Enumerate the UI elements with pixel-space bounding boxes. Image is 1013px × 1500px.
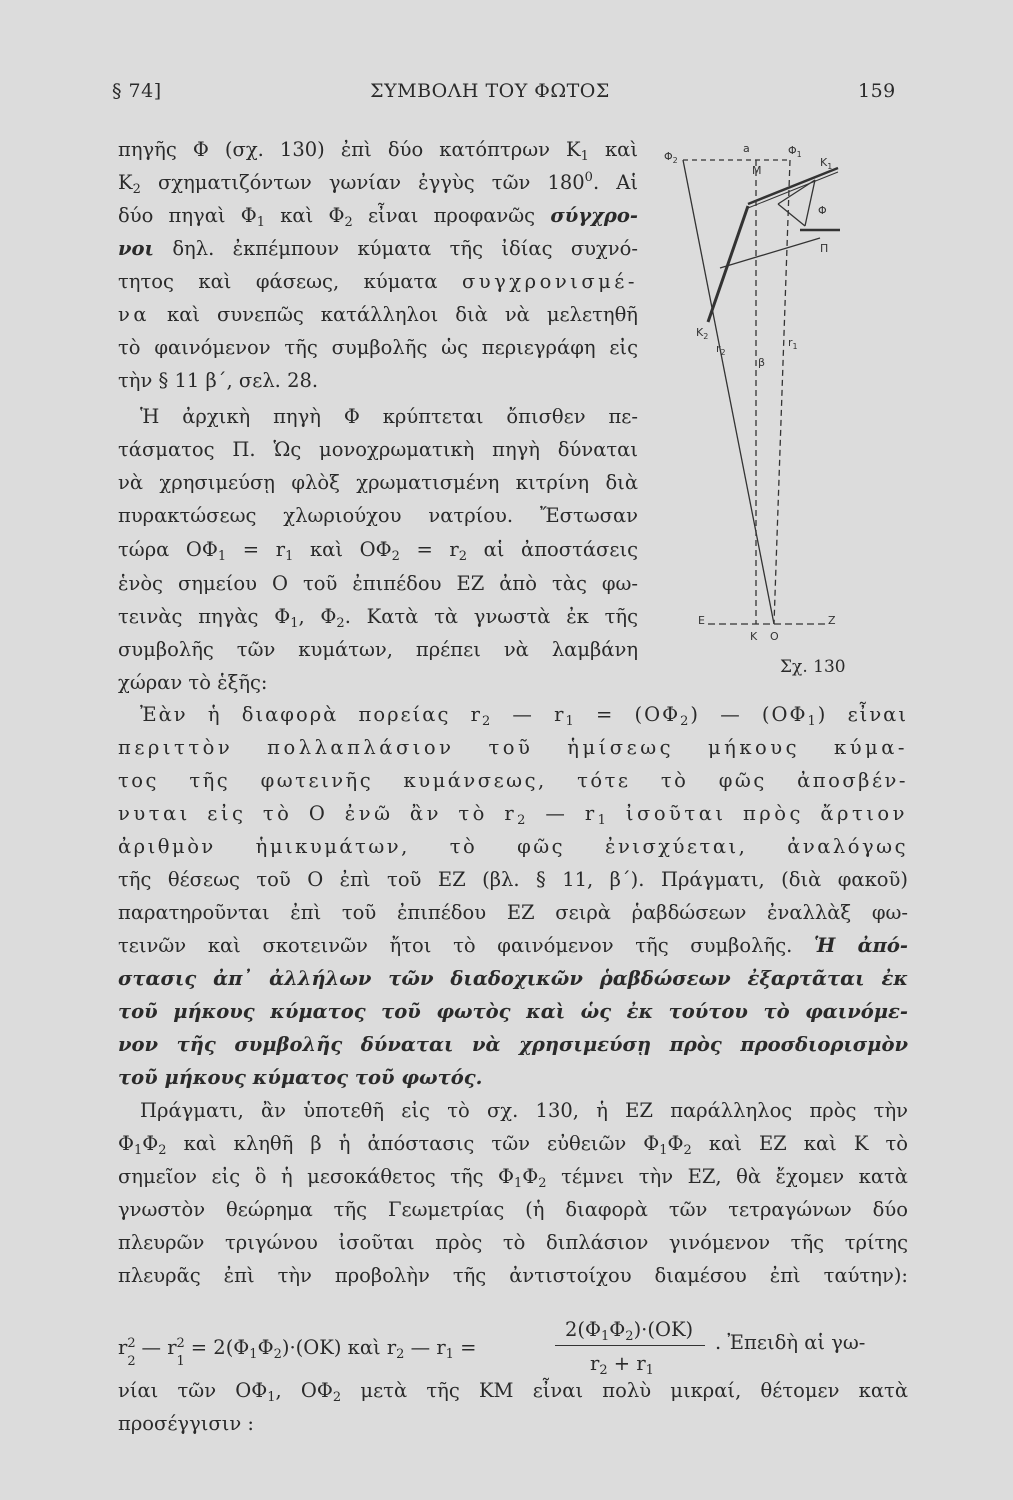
figure-caption: Σχ. 130 xyxy=(780,657,846,677)
text-line: νυται εἰς τὸ Ο ἐνῶ ἂν τὸ $r_2$ — $r_1$ ἰσοῦται πρὸς ἄρτιον xyxy=(118,802,908,828)
text-line: τὴν § 11 β΄, σελ. 28. xyxy=(118,369,319,392)
label-k: K xyxy=(750,630,758,643)
text-line: να καὶ συνεπῶς κατάλληλοι διὰ νὰ μελετηθῆ xyxy=(118,303,638,326)
equation-right: . Ἐπειδὴ αἱ γω- xyxy=(715,1331,866,1354)
text-line: χώραν τὸ ἑξῆς: xyxy=(118,671,268,694)
section-number: § 74] xyxy=(112,80,162,102)
equation-left: r 2 2 — r 2 1 = $2(\Phi_1\Phi_2)\cdot(OK)$ καὶ $r_2$ — $r_1$ = xyxy=(118,1336,477,1369)
label-r1: $r_1$ xyxy=(788,336,798,351)
label-z: Z xyxy=(828,614,836,627)
text-line: νοι δηλ. ἐκπέμπουν κύματα τῆς ἰδίας συχνό- xyxy=(118,237,638,260)
text-line: σημεῖον εἰς ὃ ἡ μεσοκάθετος τῆς $\Phi_1\Phi_2$ τέμνει τὴν ΕΖ, θὰ ἔχομεν κατὰ xyxy=(118,1165,908,1191)
text-line: νὰ χρησιμεύσῃ φλὸξ χρωματισμένη κιτρίνη διὰ xyxy=(118,471,638,494)
label-k1: $K_1$ xyxy=(820,156,833,171)
text-line: τος τῆς φωτεινῆς κυμάνσεως, τότε τὸ φῶς ἀποσβέν- xyxy=(118,769,908,792)
running-title: ΣΥΜΒΟΛΗ ΤΟΥ ΦΩΤΟΣ xyxy=(370,80,610,102)
text-line: ἑνὸς σημείου Ο τοῦ ἐπιπέδου ΕΖ ἀπὸ τὰς φω- xyxy=(118,572,638,595)
text-line: πλευρᾶς ἐπὶ τὴν προβολὴν τῆς ἀντιστοίχου διαμέσου ἐπὶ ταύτην): xyxy=(118,1264,908,1287)
text-line: τώρα $O\Phi_1 = r_1$ καὶ $O\Phi_2 = r_2$ αἱ ἀποστάσεις xyxy=(118,538,639,564)
text-line: τεινῶν καὶ σκοτεινῶν ἤτοι τὸ φαινόμενον τῆς συμβολῆς. Ἡ ἀπό- xyxy=(118,934,908,957)
text-line: τῆς θέσεως τοῦ Ο ἐπὶ τοῦ ΕΖ (βλ. § 11, β΄). Πράγματι, (διὰ φακοῦ) xyxy=(118,868,908,891)
text-line: δύο πηγαὶ $\Phi_1$ καὶ $\Phi_2$ εἶναι προφανῶς σύγχρο- xyxy=(118,204,639,230)
label-phi1: $\Phi_1$ xyxy=(788,144,802,159)
text-line: νον τῆς συμβολῆς δύναται νὰ χρησιμεύσῃ πρὸς προσδιορισμὸν xyxy=(118,1033,908,1056)
label-a: a xyxy=(743,142,750,155)
ray-phi-link xyxy=(805,180,815,226)
text-line: πηγῆς Φ (σχ. 130) ἐπὶ δύο κατόπτρων $K_1$ καὶ xyxy=(118,138,638,164)
figure-130-diagram xyxy=(660,138,840,668)
text-line: τοῦ μήκους κύματος τοῦ φωτός. xyxy=(118,1066,483,1089)
label-phi2: $\Phi_2$ xyxy=(664,150,678,165)
text-line: τάσματος Π. Ὡς μονοχρωματικὴ πηγὴ δύναται xyxy=(118,438,638,461)
text-line: πυρακτώσεως χλωριούχου νατρίου. Ἔστωσαν xyxy=(118,504,638,527)
text-line: $\Phi_1\Phi_2$ καὶ κληθῆ β ἡ ἀπόστασις τῶν εὐθειῶν $\Phi_1\Phi_2$ καὶ ΕΖ καὶ Κ τὸ xyxy=(118,1132,909,1158)
text-line: συμβολῆς τῶν κυμάτων, πρέπει νὰ λαμβάνη xyxy=(118,638,638,661)
text-line: $K_2$ σχηματιζόντων γωνίαν ἐγγὺς τῶν $180^0$. Αἱ xyxy=(118,170,639,197)
text-line: περιττὸν πολλαπλάσιον τοῦ ἡμίσεως μήκους κύμα- xyxy=(118,736,908,759)
label-pi: Π xyxy=(820,242,829,255)
fraction-bar xyxy=(555,1345,705,1346)
text-line: τητος καὶ φάσεως, κύματα συγχρονισμέ- xyxy=(118,270,638,293)
label-beta: β xyxy=(758,356,766,369)
text-line: ἀριθμὸν ἡμικυμάτων, τὸ φῶς ἐνισχύεται, ἀναλόγως xyxy=(118,835,908,858)
label-k2: $K_2$ xyxy=(696,326,709,341)
text-line: τοῦ μήκους κύματος τοῦ φωτὸς καὶ ὡς ἐκ τούτου τὸ φαινόμε- xyxy=(118,1000,908,1023)
ray-to-phi-2 xyxy=(778,204,805,226)
fraction-numerator: $2(\Phi_1\Phi_2)\cdot(OK)$ xyxy=(565,1318,694,1344)
fraction-denominator: $r_2 + r_1$ xyxy=(590,1352,654,1378)
text-line: προσέγγισιν : xyxy=(118,1412,254,1435)
line-r2 xyxy=(683,160,774,624)
mirror-k2 xyxy=(708,206,748,322)
text-line: γνωστὸν θεώρημα τῆς Γεωμετρίας (ἡ διαφορὰ τῶν τετραγώνων δύο xyxy=(118,1198,908,1221)
text-line: στασις ἀπ᾿ ἀλλήλων τῶν διαδοχικῶν ῥαβδώσεων ἐξαρτᾶται ἐκ xyxy=(118,967,908,990)
text-line: Ἐὰν ἡ διαφορὰ πορείας $r_2$ — $r_1 = (O\Phi_2)$ — $(O\Phi_1)$ εἶναι xyxy=(140,703,908,729)
text-line: τεινὰς πηγὰς $\Phi_1$, $\Phi_2$. Κατὰ τὰ γνωστὰ ἐκ τῆς xyxy=(118,605,638,631)
text-line: Ἡ ἀρχικὴ πηγὴ Φ κρύπτεται ὄπισθεν πε- xyxy=(140,405,638,428)
page-number: 159 xyxy=(858,80,896,102)
line-r1 xyxy=(774,160,790,624)
text-line: τὸ φαινόμενον τῆς συμβολῆς ὡς περιεγράφη εἰς xyxy=(118,336,638,359)
text-line: νίαι τῶν $O\Phi_1$, $O\Phi_2$ μετὰ τῆς ΚΜ εἶναι πολὺ μικραί, θέτομεν κατὰ xyxy=(118,1379,908,1405)
label-o: O xyxy=(770,630,779,643)
label-phi: Φ xyxy=(818,204,827,217)
text-line: παρατηροῦνται ἐπὶ τοῦ ἐπιπέδου ΕΖ σειρὰ ῥαβδώσεων ἐναλλὰξ φω- xyxy=(118,901,908,924)
mirror-k1-edge xyxy=(748,172,838,208)
label-e: E xyxy=(698,614,705,627)
text-line: πλευρῶν τριγώνου ἰσοῦται πρὸς τὸ διπλάσιον γινόμενον τῆς τρίτης xyxy=(118,1231,908,1254)
label-r2: $r_2$ xyxy=(716,342,726,357)
label-m: M xyxy=(752,164,762,177)
mirror-k1 xyxy=(748,168,838,204)
text-line: Πράγματι, ἂν ὑποτεθῆ εἰς τὸ σχ. 130, ἡ ΕΖ παράλληλος πρὸς τὴν xyxy=(140,1099,908,1122)
